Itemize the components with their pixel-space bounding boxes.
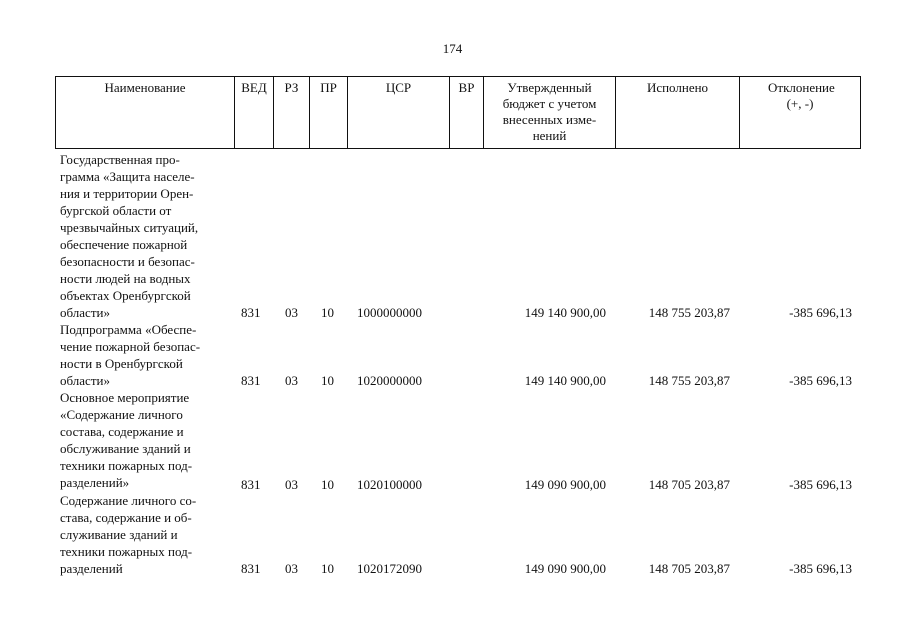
header-ved: ВЕД — [234, 77, 273, 148]
header-deviation: Отклонение (+, -) — [739, 77, 860, 148]
header-pr: ПР — [309, 77, 347, 148]
row-2-name: Подпрограмма «Обеспе- чение пожарной безопас- ности в Оренбургской области» — [60, 322, 201, 388]
row-1-deviation: -385 696,13 — [789, 305, 852, 320]
row-4-deviation: -385 696,13 — [789, 561, 852, 576]
row-1-executed: 148 755 203,87 — [648, 305, 730, 320]
row-1-budget: 149 140 900,00 — [524, 305, 606, 320]
row-4-name: Содержание личного со- става, содержание и об- служивание зданий и техники пожарных под- разделений — [60, 493, 197, 576]
row-3-rz: 03 — [285, 477, 298, 492]
row-3-executed: 148 705 203,87 — [648, 477, 730, 492]
row-1-rz: 03 — [285, 305, 298, 320]
row-2-budget: 149 140 900,00 — [524, 373, 606, 388]
header-csr: ЦСР — [347, 77, 449, 148]
row-2-rz: 03 — [285, 373, 298, 388]
row-4-executed: 148 705 203,87 — [648, 561, 730, 576]
row-3-deviation: -385 696,13 — [789, 477, 852, 492]
header-budget: Утвержденный бюджет с учетом внесенных изме-нений — [483, 77, 615, 148]
row-2-ved: 831 — [241, 373, 261, 388]
row-3-budget: 149 090 900,00 — [524, 477, 606, 492]
row-3-ved: 831 — [241, 477, 261, 492]
header-rz: РЗ — [273, 77, 309, 148]
row-1-csr: 1000000000 — [357, 305, 422, 320]
row-1-pr: 10 — [321, 305, 334, 320]
row-3-csr: 1020100000 — [357, 477, 422, 492]
row-4-budget: 149 090 900,00 — [524, 561, 606, 576]
row-2-executed: 148 755 203,87 — [648, 373, 730, 388]
header-executed: Исполнено — [615, 77, 739, 148]
row-1-ved: 831 — [241, 305, 261, 320]
page-number: 174 — [442, 41, 463, 56]
row-2-deviation: -385 696,13 — [789, 373, 852, 388]
row-2-pr: 10 — [321, 373, 334, 388]
row-4-rz: 03 — [285, 561, 298, 576]
header-name: Наименование — [104, 80, 186, 95]
row-1-name: Государственная про- грамма «Защита населе- ния и территории Орен- бургской области от чрезвычайных ситуаций, обеспечение пожарной безопасности и безопас- ности людей на водных объектах Оренбургской области» — [60, 152, 199, 320]
row-4-ved: 831 — [241, 561, 261, 576]
header-vr: ВР — [449, 77, 483, 148]
row-4-csr: 1020172090 — [357, 561, 422, 576]
row-4-pr: 10 — [321, 561, 334, 576]
row-3-name: Основное мероприятие «Содержание личного состава, содержание и обслуживание зданий и техники пожарных под- разделений» — [60, 390, 193, 490]
row-2-csr: 1020000000 — [357, 373, 422, 388]
row-3-pr: 10 — [321, 477, 334, 492]
